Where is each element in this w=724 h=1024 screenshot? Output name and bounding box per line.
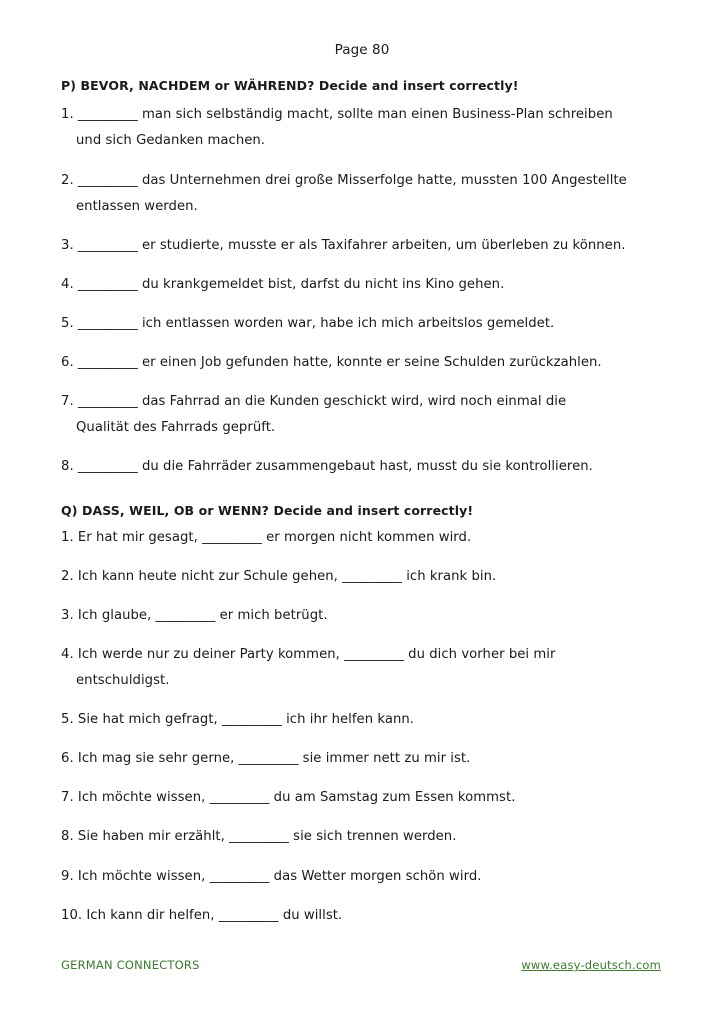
exercise-text: 9. Ich möchte wissen, _________ das Wetter morgen schön wird. [61,869,482,884]
exercise-p-5 [61,316,554,331]
exercise-q-9 [61,869,482,884]
exercise-text: 10. Ich kann dir helfen, _________ du willst. [61,908,343,923]
exercise-text: 8. _________ du die Fahrräder zusammengebaut hast, musst du sie kontrollieren. [61,459,593,474]
exercise-text: 2. Ich kann heute nicht zur Schule gehen, _________ ich krank bin. [61,569,497,584]
exercise-q-2 [61,569,496,584]
exercise-q-7 [61,790,515,805]
exercise-text: 4. _________ du krankgemeldet bist, darfst du nicht ins Kino gehen. [61,277,505,292]
exercise-text-continued: entlassen werden. [76,199,198,214]
exercise-text: 6. Ich mag sie sehr gerne, _________ sie immer nett zu mir ist. [61,751,471,766]
exercise-text: 7. _________ das Fahrrad an die Kunden geschickt wird, wird noch einmal die [61,394,567,409]
exercise-text-continued: entschuldigst. [76,673,170,688]
exercise-q-4 [61,647,555,688]
exercise-q-3 [61,608,328,623]
exercise-q-10 [61,908,342,923]
footer-website-link[interactable]: www.easy-deutsch.com [521,958,661,972]
exercise-text: 7. Ich möchte wissen, _________ du am Samstag zum Essen kommst. [61,790,516,805]
exercise-text: 1. Er hat mir gesagt, _________ er morgen nicht kommen wird. [61,530,472,545]
exercise-text-continued: und sich Gedanken machen. [76,133,266,148]
exercise-q-5 [61,712,414,727]
exercise-p-4 [61,277,504,292]
exercise-text: 5. Sie hat mich gefragt, _________ ich ihr helfen kann. [61,712,415,727]
exercise-text: 2. _________ das Unternehmen drei große Misserfolge hatte, mussten 100 Angestellte [61,173,627,188]
footer-title: GERMAN CONNECTORS [61,958,200,972]
exercise-q-1 [61,530,471,545]
section-p-heading: P) BEVOR, NACHDEM or WÄHREND? Decide and insert correctly! [61,78,519,93]
section-q-heading: Q) DASS, WEIL, OB or WENN? Decide and insert correctly! [61,503,474,518]
exercise-text: 6. _________ er einen Job gefunden hatte, konnte er seine Schulden zurückzahlen. [61,355,602,370]
exercise-p-3 [61,238,625,253]
exercise-text: 3. _________ er studierte, musste er als Taxifahrer arbeiten, um überleben zu können. [61,238,626,253]
exercise-p-6 [61,355,602,370]
page-number: Page 80 [334,42,390,58]
exercise-text: 3. Ich glaube, _________ er mich betrügt. [61,608,328,623]
exercise-q-6 [61,751,470,766]
exercise-p-8 [61,459,593,474]
exercise-text: 1. _________ man sich selbständig macht, sollte man einen Business-Plan schreiben [61,107,613,122]
exercise-p-2 [61,173,627,214]
exercise-text: 5. _________ ich entlassen worden war, habe ich mich arbeitslos gemeldet. [61,316,555,331]
exercise-text: 4. Ich werde nur zu deiner Party kommen, _________ du dich vorher bei mir [61,647,556,662]
exercise-p-1 [61,107,613,148]
exercise-p-7 [61,394,566,435]
exercise-text: 8. Sie haben mir erzählt, _________ sie sich trennen werden. [61,829,457,844]
exercise-text-continued: Qualität des Fahrrads geprüft. [76,420,276,435]
exercise-q-8 [61,829,456,844]
